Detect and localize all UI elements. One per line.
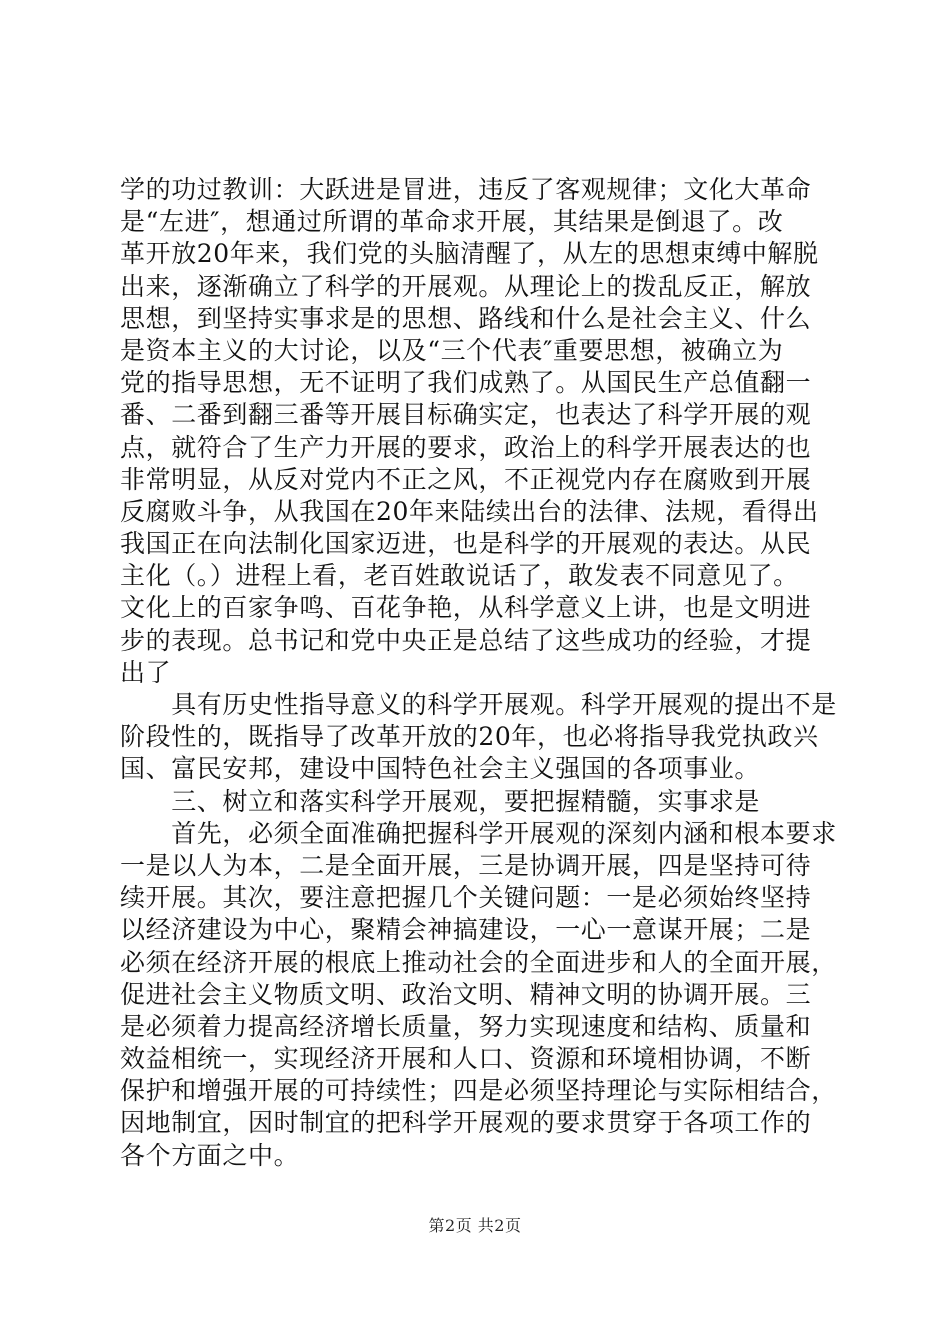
text-line: 反腐败斗争，从我国在20年来陆续出台的法律、法规，看得出: [120, 496, 819, 526]
text-line: 出来，逐渐确立了科学的开展观。从理论上的拨乱反正，解放: [120, 271, 812, 301]
text-line: 具有历史性指导意义的科学开展观。科学开展观的提出不是: [120, 690, 837, 719]
text-line: 学的功过教训：大跃进是冒进，违反了客观规律；文化大革命: [120, 175, 812, 204]
text-line: 我国正在向法制化国家迈进，也是科学的开展观的表达。从民: [120, 529, 812, 559]
text-line: 点，就符合了生产力开展的要求，政治上的科学开展表达的也: [120, 432, 812, 462]
section-heading: 三、树立和落实科学开展观，要把握精髓，实事求是: [120, 786, 761, 816]
text-line: 阶段性的，既指导了改革开放的20年，也必将指导我党执政兴: [120, 722, 819, 752]
text-line: 革开放20年来，我们党的头脑清醒了，从左的思想束缚中解脱: [120, 239, 819, 269]
text-line: 步的表现。总书记和党中央正是总结了这些成功的经验，才提: [120, 625, 812, 655]
text-line: 国、富民安邦，建设中国特色社会主义强国的各项事业。: [120, 754, 761, 784]
text-line: 主化（。）进程上看，老百姓敢说话了，敢发表不同意见了。: [120, 561, 799, 591]
document-body: [120, 174, 835, 1172]
text-line: 思想，到坚持实事求是的思想、路线和什么是社会主义、什么: [120, 303, 812, 333]
text-line: 是“左进″，想通过所谓的革命求开展，其结果是倒退了。改: [120, 207, 784, 237]
text-line: 一是以人为本，二是全面开展，三是协调开展，四是坚持可待: [120, 850, 812, 880]
text-line: 因地制宜，因时制宜的把科学开展观的要求贯穿于各项工作的: [120, 1108, 812, 1138]
text-line: 非常明显，从反对党内不正之风，不正视党内存在腐败到开展: [120, 464, 812, 494]
text-line: 续开展。其次，要注意把握几个关键问题：一是必须始终坚持: [120, 883, 812, 913]
text-line: 各个方面之中。: [120, 1140, 300, 1170]
text-line: 效益相统一，实现经济开展和人口、资源和环境相协调，不断: [120, 1044, 812, 1074]
text-line: 必须在经济开展的根底上推动社会的全面进步和人的全面开展，: [120, 947, 837, 977]
text-line: 番、二番到翻三番等开展目标确实定，也表达了科学开展的观: [120, 400, 812, 430]
page-number-footer: 第2页 共2页: [428, 1216, 522, 1235]
text-line: 首先，必须全面准确把握科学开展观的深刻内涵和根本要求: [120, 818, 837, 848]
text-line: 党的指导思想，无不证明了我们成熟了。从国民生产总值翻一: [120, 368, 812, 398]
text-line: 保护和增强开展的可持续性；四是必须坚持理论与实际相结合，: [120, 1076, 837, 1106]
text-line: 促进社会主义物质文明、政治文明、精神文明的协调开展。三: [120, 979, 812, 1009]
text-line: 是资本主义的大讨论，以及“三个代表″重要思想，被确立为: [120, 335, 784, 365]
text-line: 以经济建设为中心，聚精会神搞建设，一心一意谋开展；二是: [120, 915, 812, 945]
text-line: 是必须着力提高经济增长质量，努力实现速度和结构、质量和: [120, 1011, 812, 1041]
text-line: 文化上的百家争鸣、百花争艳，从科学意义上讲，也是文明进: [120, 593, 812, 623]
text-line: 出了: [120, 657, 172, 687]
